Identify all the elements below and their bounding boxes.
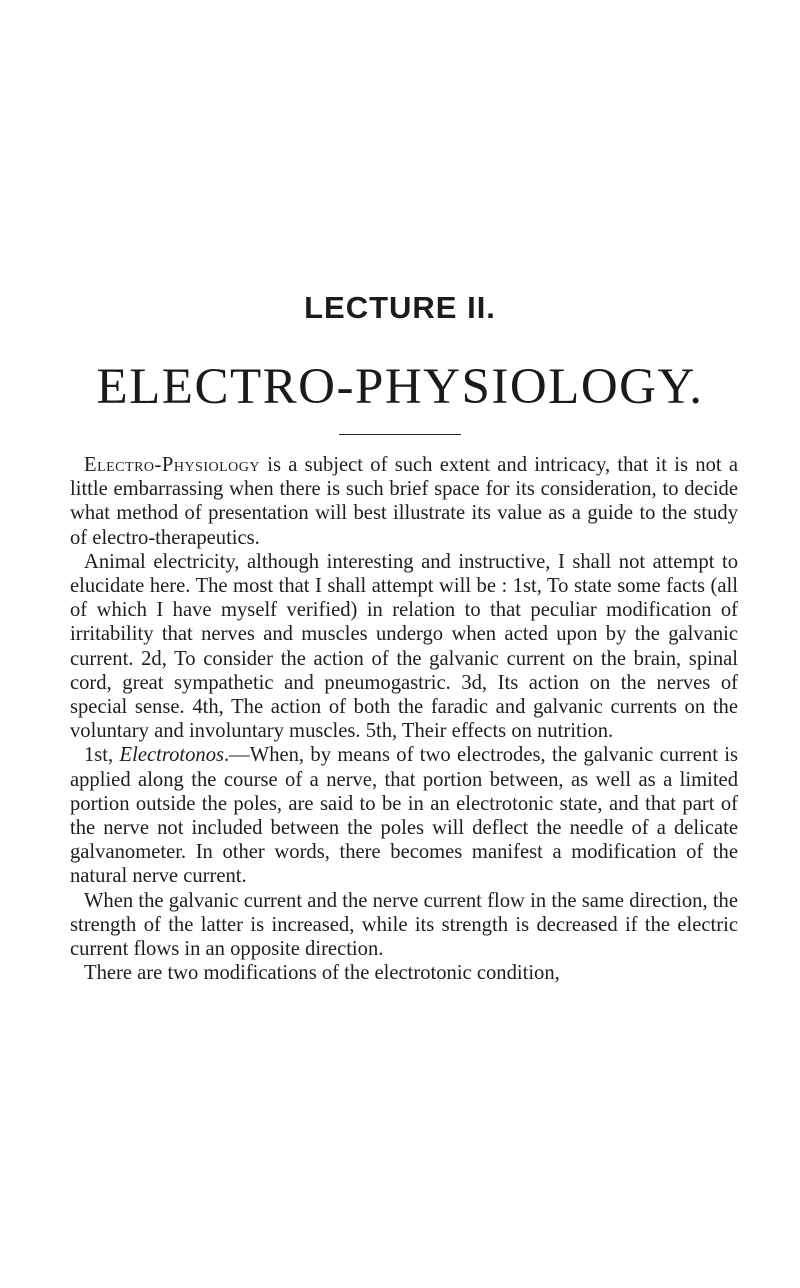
section-term: Electrotonos — [119, 744, 225, 767]
paragraph-electrotonos — [70, 743, 738, 888]
body-text — [70, 453, 738, 985]
paragraph-current-direction: When the galvanic current and the nerve current flow in the same direction, the strength of the latter is increased, while its strength is decreased if the electric current flows in an opposite direction. — [70, 889, 738, 961]
paragraph-outline: Animal electricity, although interesting and instructive, I shall not attempt to elucidate here. The most that I shall attempt will be : 1st, To state some facts (all of which I have myself verified) in relation to that peculiar modification of irritability that nerves and muscles undergo when acted upon by the galvanic current. 2d, To consider the action of the galvanic current on the brain, spinal cord, great sympathetic and pneumogastric. 3d, Its action on the nerves of special sense. 4th, The action of both the faradic and galvanic currents on the voluntary and involuntary muscles. 5th, Their effects on nutrition. — [70, 550, 738, 743]
paragraph-electrotonos-text: .—When, by means of two electrodes, the galvanic current is applied along the course of a nerve, that portion between, as well as a limited portion outside the poles, are said to be in an electrotonic state, and that part of the nerve not included between the poles will deflect the needle of a delicate galvanometer. In other words, there becomes manifest a modification of the natural nerve current. — [70, 744, 738, 888]
chapter-title: ELECTRO-PHYSIOLOGY. — [96, 359, 704, 415]
paragraph-intro — [70, 453, 738, 550]
paragraph-intro-text: is a subject of such extent and intricacy, that it is not a little embarrassing when there is such brief space for its consideration, to decide what method of presentation will best illustrate its value as a guide to the study of electro-therapeutics. — [70, 454, 738, 549]
paragraph-modifications: There are two modifications of the electrotonic condition, — [84, 962, 560, 985]
lecture-heading: LECTURE II. — [304, 290, 496, 325]
lead-term: Electro-Physiology — [84, 454, 260, 476]
title-divider — [339, 434, 461, 435]
section-number: 1st, — [84, 744, 120, 767]
